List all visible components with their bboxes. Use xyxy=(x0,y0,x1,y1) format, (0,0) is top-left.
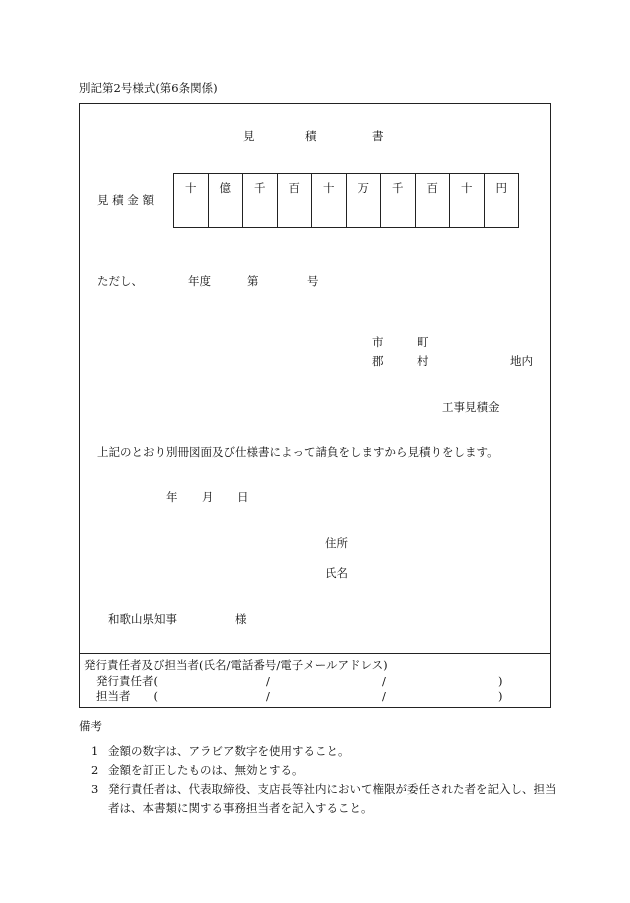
digit-unit: 十 xyxy=(323,181,335,195)
location-machi: 町 xyxy=(417,335,429,349)
proviso-go: 号 xyxy=(307,274,319,288)
digit-unit: 万 xyxy=(357,181,369,195)
governor-label: 和歌山県知事 xyxy=(108,612,177,626)
digit-cell-senman[interactable] xyxy=(243,174,278,228)
notes-heading: 備考 xyxy=(79,719,102,733)
person-close: ) xyxy=(498,689,503,703)
digit-unit: 百 xyxy=(288,181,300,195)
digit-cell-en[interactable] xyxy=(484,174,519,228)
person-slash-1: / xyxy=(266,689,270,703)
note-item xyxy=(79,742,559,761)
note-item xyxy=(79,780,559,818)
digit-cell-man[interactable] xyxy=(346,174,381,228)
title-char-1: 見 xyxy=(243,129,255,143)
work-estimate-label: 工事見積金 xyxy=(442,400,500,414)
proviso-prefix: ただし、 xyxy=(97,274,143,288)
date-year: 年 xyxy=(166,490,178,504)
location-gun: 郡 xyxy=(372,354,384,368)
digit-cell-sen[interactable] xyxy=(381,174,416,228)
digit-cell-hyakuman[interactable] xyxy=(277,174,312,228)
date-day: 日 xyxy=(237,490,249,504)
note-item xyxy=(79,761,559,780)
note-text: 発行責任者は、代表取締役、支店長等社内において権限が委任された者を記入し、担当者は、本書類に関する事務担当者を記入すること。 xyxy=(108,782,557,815)
issuer-slash-1: / xyxy=(266,674,270,688)
digit-cell-jyuman[interactable] xyxy=(312,174,347,228)
location-shi: 市 xyxy=(372,335,384,349)
digit-cell-jyuoku[interactable] xyxy=(174,174,209,228)
sama-label: 様 xyxy=(235,612,247,626)
proviso-year: 年度 xyxy=(188,274,211,288)
digit-unit: 千 xyxy=(392,181,404,195)
person-slash-2: / xyxy=(382,689,386,703)
name-label: 氏名 xyxy=(325,566,348,580)
notes-section xyxy=(79,718,559,818)
contact-heading: 発行責任者及び担当者(氏名/電話番号/電子メールアドレス) xyxy=(84,658,388,672)
digit-cell-hyaku[interactable] xyxy=(415,174,450,228)
digit-unit: 億 xyxy=(219,181,231,195)
digit-unit: 百 xyxy=(426,181,438,195)
statement-text: 上記のとおり別冊図面及び仕様書によって請負をしますから見積りをします。 xyxy=(97,445,499,459)
note-number: 3 xyxy=(91,782,99,796)
title-char-3: 書 xyxy=(372,129,384,143)
digit-unit: 十 xyxy=(461,181,473,195)
amount-label: 見 積 金 額 xyxy=(97,193,154,207)
digit-cell-oku[interactable] xyxy=(208,174,243,228)
note-number: 1 xyxy=(91,744,99,758)
proviso-dai: 第 xyxy=(247,274,259,288)
note-number: 2 xyxy=(91,763,99,777)
digit-unit: 円 xyxy=(495,181,507,195)
person-label: 担当者 ( xyxy=(96,689,158,703)
digit-unit: 千 xyxy=(254,181,266,195)
location-chinai: 地内 xyxy=(510,354,533,368)
amount-digit-table xyxy=(173,173,519,228)
date-month: 月 xyxy=(202,490,214,504)
form-id-label: 別記第2号様式(第6条関係) xyxy=(79,81,218,95)
address-label: 住所 xyxy=(325,536,348,550)
location-mura: 村 xyxy=(417,354,429,368)
title-char-2: 積 xyxy=(305,129,317,143)
digit-cell-jyu[interactable] xyxy=(450,174,485,228)
digit-unit: 十 xyxy=(185,181,197,195)
issuer-close: ) xyxy=(498,674,503,688)
note-text: 金額の数字は、アラビア数字を使用すること。 xyxy=(108,744,350,758)
contact-divider xyxy=(79,653,551,654)
issuer-label: 発行責任者( xyxy=(96,674,158,688)
issuer-slash-2: / xyxy=(382,674,386,688)
note-text: 金額を訂正したものは、無効とする。 xyxy=(108,763,304,777)
